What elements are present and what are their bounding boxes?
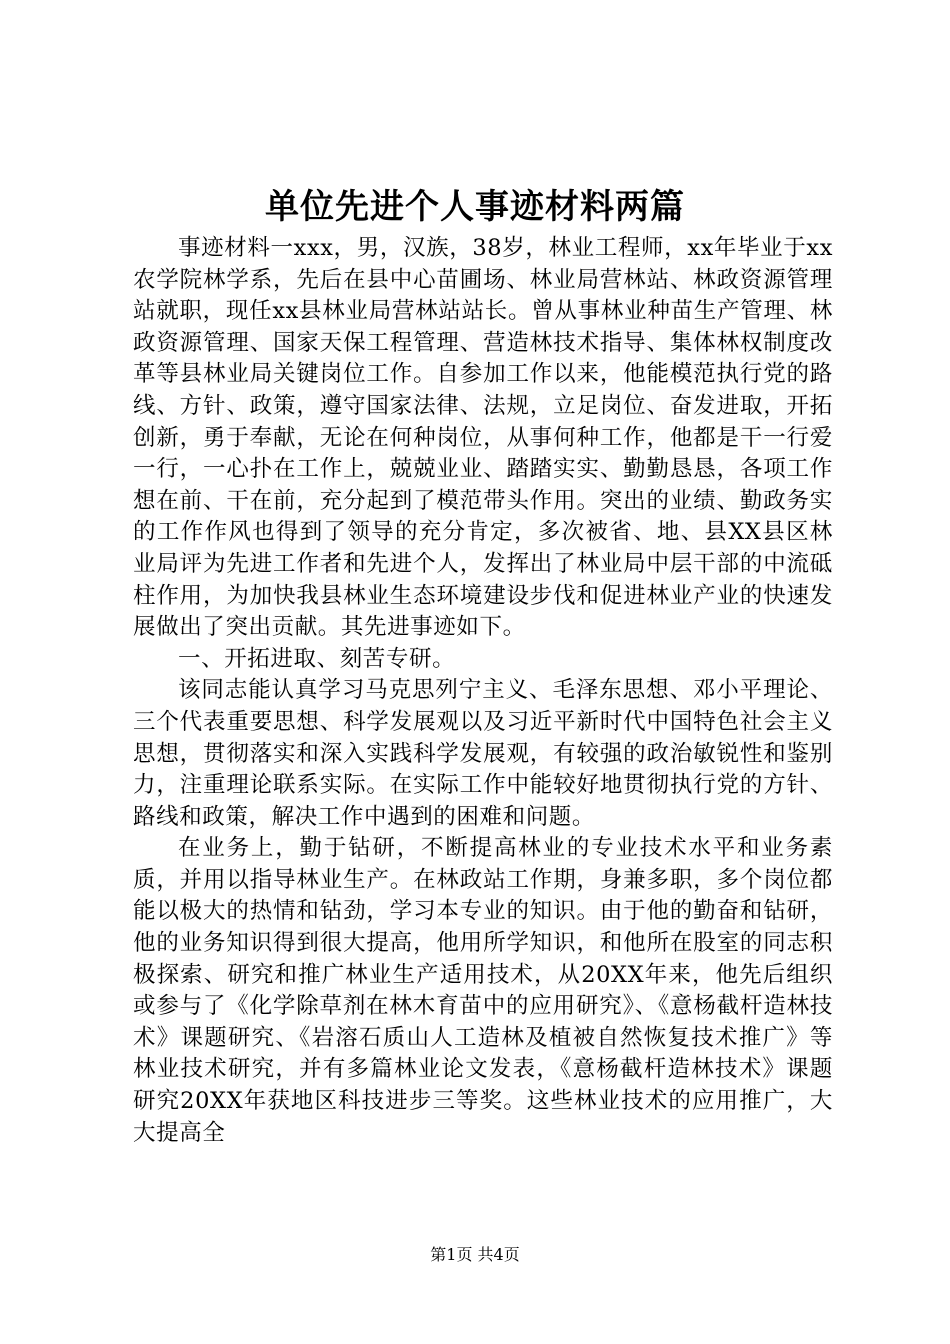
paragraph-business: 在业务上，勤于钻研，不断提高林业的专业技术水平和业务素质，并用以指导林业生产。在林政站工作期，身兼多职，多个岗位都能以极大的热情和钻劲，学习本专业的知识。由于他的勤奋和钻研，他的业务知识得到很大提高，他用所学知识，和他所在股室的同志积极探索、研究和推广林业生产适用技术，从20XX年来，他先后组织或参与了《化学除草剂在林木育苗中的应用研究》、《意杨截杆造林技术》课题研究、《岩溶石质山人工造林及植被自然恢复技术推广》等林业技术研究，并有多篇林业论文发表，《意杨截杆造林技术》课题研究20XX年获地区科技进步三等奖。这些林业技术的应用推广，大大提高全 (133, 835, 833, 1146)
page-title: 单位先进个人事迹材料两篇 (265, 187, 685, 227)
page-number: 第1页 共4页 (430, 1245, 520, 1264)
document-body (133, 233, 833, 1149)
paragraph-intro: 事迹材料一xxx，男，汉族，38岁，林业工程师，xx年毕业于xx农学院林学系，先后在县中心苗圃场、林业局营林站、林政资源管理站就职，现任xx县林业局营林站站长。曾从事林业种苗生产管理、林政资源管理、国家天保工程管理、营造林技术指导、集体林权制度改革等县林业局关键岗位工作。自参加工作以来，他能模范执行党的路线、方针、政策，遵守国家法律、法规，立足岗位、奋发进取，开拓创新，勇于奉献，无论在何种岗位，从事何种工作，他都是干一行爱一行，一心扑在工作上，兢兢业业、踏踏实实、勤勤恳恳，各项工作想在前、干在前，充分起到了模范带头作用。突出的业绩、勤政务实的工作作风也得到了领导的充分肯定，多次被省、地、县XX县区林业局评为先进工作者和先进个人，发挥出了林业局中层干部的中流砥柱作用，为加快我县林业生态环境建设步伐和促进林业产业的快速发展做出了突出贡献。其先进事迹如下。 (133, 235, 833, 641)
paragraph-theory: 该同志能认真学习马克思列宁主义、毛泽东思想、邓小平理论、三个代表重要思想、科学发展观以及习近平新时代中国特色社会主义思想，贯彻落实和深入实践科学发展观，有较强的政治敏锐性和鉴别力，注重理论联系实际。在实际工作中能较好地贯彻执行党的方针、路线和政策，解决工作中遇到的困难和问题。 (133, 677, 833, 830)
section-heading: 一、开拓进取、刻苦专研。 (178, 645, 456, 672)
